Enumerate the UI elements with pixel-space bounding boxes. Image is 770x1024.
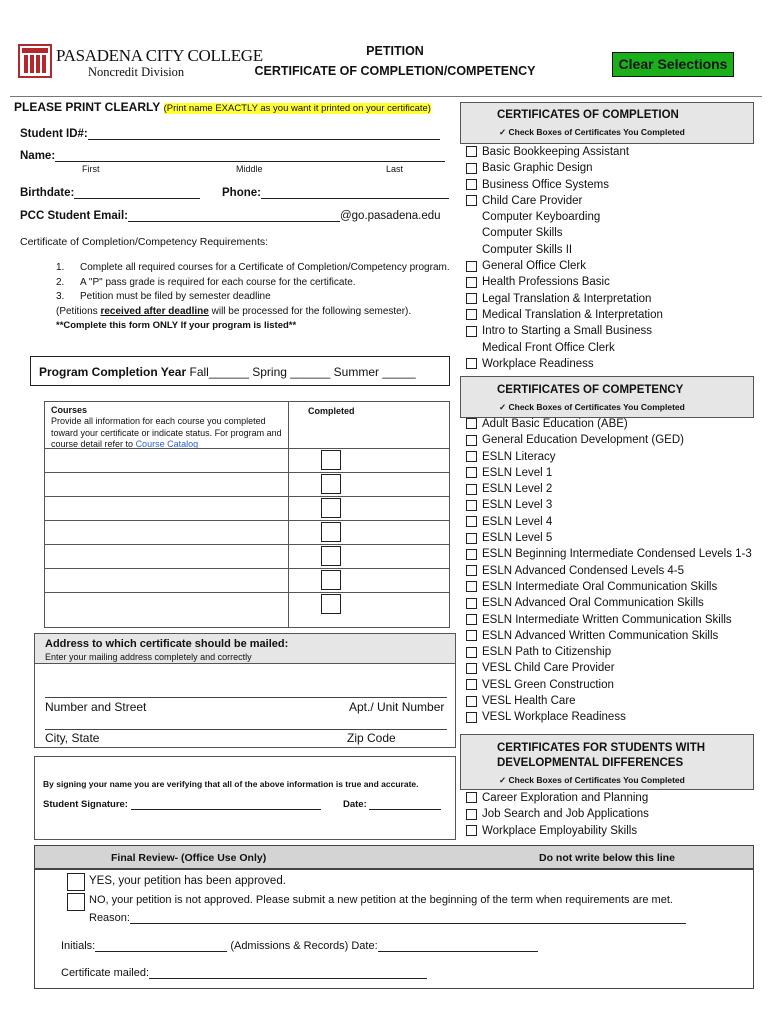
completion-section	[460, 102, 754, 374]
certificate-checkbox[interactable]	[466, 533, 477, 544]
certificate-item[interactable]	[466, 225, 663, 241]
courses-table	[44, 401, 450, 628]
mailed-label: Certificate mailed:	[61, 967, 150, 979]
clear-selections-button[interactable]: Clear Selections	[612, 52, 734, 77]
certificate-item[interactable]	[466, 563, 752, 579]
certificate-label: Job Search and Job Applications	[482, 808, 649, 821]
certificate-label: ESLN Path to Citizenship	[482, 646, 612, 659]
print-clearly-note: (Print name EXACTLY as you want it printed on your certificate)	[163, 103, 431, 114]
city-line[interactable]	[45, 729, 447, 730]
competency-title: CERTIFICATES OF COMPETENCY	[497, 384, 684, 396]
apt-label: Apt./ Unit Number	[349, 700, 445, 714]
certificate-checkbox[interactable]	[466, 261, 477, 272]
phone-label: Phone:	[222, 187, 261, 199]
reason-label: Reason:	[89, 912, 130, 924]
certificate-label: Intro to Starting a Small Business	[482, 325, 653, 338]
certificate-label: Basic Graphic Design	[482, 162, 593, 175]
certificate-item[interactable]	[466, 177, 663, 193]
certificate-item[interactable]	[466, 449, 752, 465]
completion-year-box	[30, 356, 450, 386]
certificate-label: VESL Workplace Readiness	[482, 711, 626, 724]
signature-field[interactable]	[43, 799, 321, 810]
certificate-checkbox[interactable]	[466, 500, 477, 511]
certificate-item[interactable]	[466, 546, 752, 562]
date-label: Date:	[343, 799, 367, 810]
address-note: Enter your mailing address completely and correctly	[45, 652, 252, 662]
office-use-box	[34, 869, 754, 989]
page-title: PETITION	[366, 44, 424, 58]
courses-instructions: Provide all information for each course you completed toward your certificate or indicate status. For program and course detail refer to Course Catalog	[51, 416, 282, 449]
certificate-item[interactable]	[466, 514, 752, 530]
requirement-item: 3. Petition must be filed by semester deadline	[56, 291, 271, 302]
year-fall-field[interactable]: Fall______	[189, 365, 249, 379]
certificate-item[interactable]	[466, 291, 663, 307]
requirement-item: 2. A "P" pass grade is required for each course for the certificate.	[56, 276, 356, 288]
certificate-label: Computer Skills	[482, 227, 563, 240]
certificate-item[interactable]	[466, 481, 752, 497]
name-label: Name:	[20, 150, 56, 162]
competency-section	[460, 376, 754, 724]
certificate-item[interactable]	[466, 432, 752, 448]
certificate-item[interactable]	[466, 209, 663, 225]
course-completed-checkbox[interactable]	[321, 522, 341, 542]
certificate-label: Adult Basic Education (ABE)	[482, 418, 628, 430]
course-name-input[interactable]	[47, 569, 285, 591]
certificate-checkbox[interactable]	[466, 484, 477, 495]
name-middle-caption: Middle	[236, 164, 263, 174]
certificate-item[interactable]	[466, 242, 663, 258]
certificate-item[interactable]	[466, 274, 663, 290]
signature-box	[34, 756, 456, 840]
course-name-input[interactable]	[47, 593, 285, 615]
certificate-label: ESLN Level 4	[482, 515, 553, 528]
certificate-checkbox[interactable]	[466, 825, 477, 836]
certificate-item[interactable]	[466, 356, 663, 372]
certificate-item[interactable]	[466, 612, 752, 628]
certificate-checkbox	[466, 212, 477, 223]
address-box	[34, 633, 456, 748]
requirements-list	[56, 261, 456, 334]
certificate-label: Computer Skills II	[482, 243, 573, 256]
certificate-item[interactable]	[466, 307, 663, 323]
certificate-item[interactable]	[466, 416, 752, 432]
certificate-checkbox[interactable]	[466, 581, 477, 592]
certificate-label: Workplace Employability Skills	[482, 824, 638, 837]
certificate-label: ESLN Advanced Oral Communication Skills	[482, 597, 704, 610]
birthdate-label: Birthdate:	[20, 187, 75, 199]
certificate-item[interactable]	[466, 193, 663, 209]
certificate-item[interactable]	[466, 465, 752, 481]
certificate-label: Child Care Provider	[482, 194, 583, 207]
course-completed-checkbox[interactable]	[321, 570, 341, 590]
deadline-note: (Petitions received after deadline will be processed for the following semester).	[56, 305, 412, 317]
course-completed-checkbox[interactable]	[321, 474, 341, 494]
course-name-input[interactable]	[47, 449, 285, 471]
certificate-checkbox[interactable]	[466, 630, 477, 641]
certificate-item[interactable]	[466, 579, 752, 595]
certificate-checkbox[interactable]	[466, 418, 477, 429]
email-domain: @go.pasadena.edu	[339, 210, 441, 222]
certificate-item[interactable]	[466, 160, 663, 176]
certificate-checkbox[interactable]	[466, 358, 477, 369]
address-header	[35, 634, 455, 664]
course-name-input[interactable]	[47, 473, 285, 495]
certificate-label: ESLN Intermediate Oral Communication Skills	[482, 580, 718, 593]
course-completed-checkbox[interactable]	[321, 546, 341, 566]
course-completed-checkbox[interactable]	[321, 498, 341, 518]
course-completed-checkbox[interactable]	[321, 450, 341, 470]
certificate-item[interactable]	[466, 677, 752, 693]
certificate-item[interactable]	[466, 806, 649, 822]
certificate-checkbox[interactable]	[466, 696, 477, 707]
certificate-checkbox[interactable]	[466, 565, 477, 576]
date-field[interactable]	[343, 799, 441, 810]
certificate-checkbox[interactable]	[466, 614, 477, 625]
certificate-label: ESLN Intermediate Written Communication Skills	[482, 613, 732, 626]
certificate-item[interactable]	[466, 709, 752, 725]
certificate-label: ESLN Advanced Written Communication Skills	[482, 629, 719, 642]
zip-label: Zip Code	[347, 731, 396, 745]
certificate-checkbox[interactable]	[466, 516, 477, 527]
final-review-bar	[34, 845, 754, 869]
completed-header: Completed	[308, 406, 355, 416]
certificate-item[interactable]	[466, 497, 752, 513]
certificate-label: ESLN Level 5	[482, 532, 553, 545]
certificate-label: ESLN Level 1	[482, 466, 553, 479]
certificate-checkbox[interactable]	[466, 277, 477, 288]
courses-header: Courses	[51, 405, 88, 415]
not-approved-checkbox[interactable]	[67, 893, 85, 911]
email-label: PCC Student Email:	[20, 210, 128, 222]
city-label: City, State	[45, 731, 100, 745]
certificate-checkbox	[466, 342, 477, 353]
certificate-item[interactable]	[466, 595, 752, 611]
certificate-checkbox[interactable]	[466, 679, 477, 690]
certificate-checkbox	[466, 244, 477, 255]
certificate-checkbox[interactable]	[466, 549, 477, 560]
sign-note: By signing your name you are verifying that all of the above information is true and accurate.	[43, 779, 419, 789]
certificate-checkbox[interactable]	[466, 326, 477, 337]
completion-header	[460, 102, 754, 144]
header-divider	[10, 96, 762, 97]
certificate-label: Business Office Systems	[482, 178, 609, 191]
initials-label: Initials:	[61, 940, 96, 952]
logo-division: Noncredit Division	[88, 65, 185, 79]
certificate-checkbox[interactable]	[466, 146, 477, 157]
certificate-label: VESL Health Care	[482, 695, 576, 708]
year-summer-field[interactable]: Summer _____	[333, 365, 416, 379]
certificate-checkbox[interactable]	[466, 435, 477, 446]
email-field[interactable]	[20, 210, 441, 222]
certificate-checkbox[interactable]	[466, 792, 477, 803]
competency-header	[460, 376, 754, 418]
logo-name: PASADENA CITY COLLEGE	[56, 46, 263, 65]
requirements-title: Certificate of Completion/Competency Requirements:	[20, 236, 269, 248]
certificate-checkbox[interactable]	[466, 647, 477, 658]
name-first-caption: First	[82, 164, 100, 174]
name-field[interactable]	[20, 150, 445, 162]
certificate-checkbox	[466, 228, 477, 239]
certificate-label: Medical Translation & Interpretation	[482, 308, 663, 321]
certificate-checkbox[interactable]	[466, 598, 477, 609]
certificate-item[interactable]	[466, 823, 649, 839]
developmental-header	[460, 734, 754, 790]
certificate-label: Computer Keyboarding	[482, 211, 601, 224]
completion-check-note: ✓ Check Boxes of Certificates You Completed	[499, 127, 685, 137]
certificate-label: General Office Clerk	[482, 260, 586, 273]
course-catalog-link[interactable]: Course Catalog	[135, 439, 199, 449]
completed-column-divider	[288, 402, 289, 627]
page-subtitle: CERTIFICATE OF COMPLETION/COMPETENCY	[254, 64, 536, 78]
developmental-title: CERTIFICATES FOR STUDENTS WITH DEVELOPMENTAL DIFFERENCES	[497, 742, 706, 769]
certificate-label: ESLN Advanced Condensed Levels 4-5	[482, 564, 685, 577]
address-title: Address to which certificate should be mailed:	[45, 638, 289, 650]
final-review-title: Final Review- (Office Use Only)	[111, 852, 267, 864]
certificate-label: General Education Development (GED)	[482, 434, 684, 447]
certificate-checkbox[interactable]	[466, 179, 477, 190]
competency-check-note: ✓ Check Boxes of Certificates You Completed	[499, 402, 685, 412]
certificate-item[interactable]	[466, 628, 752, 644]
course-name-input[interactable]	[47, 521, 285, 543]
certificate-checkbox[interactable]	[466, 467, 477, 478]
certificate-checkbox[interactable]	[466, 293, 477, 304]
mailed-field[interactable]	[61, 967, 427, 979]
certificate-label: ESLN Level 2	[482, 483, 553, 496]
student-id-field[interactable]	[20, 128, 440, 140]
certificate-label: Career Exploration and Planning	[482, 792, 649, 804]
certificate-checkbox[interactable]	[466, 309, 477, 320]
street-label: Number and Street	[45, 700, 147, 714]
certificate-checkbox[interactable]	[466, 663, 477, 674]
certificate-item[interactable]	[466, 323, 663, 339]
certificate-item[interactable]	[466, 258, 663, 274]
approved-checkbox[interactable]	[67, 873, 85, 891]
certificate-label: VESL Child Care Provider	[482, 662, 615, 675]
completion-year-label: Program Completion Year	[39, 365, 187, 379]
certificate-label: Health Professions Basic	[482, 276, 610, 289]
print-clearly	[14, 100, 431, 114]
complete-note: **Complete this form ONLY If your program is listed**	[56, 320, 297, 331]
certificate-label: ESLN Literacy	[482, 450, 556, 463]
certificate-label: Legal Translation & Interpretation	[482, 292, 652, 305]
requirement-item: 1. Complete all required courses for a Certificate of Completion/Competency program.	[56, 262, 450, 273]
admissions-date-label: (Admissions & Records) Date:	[230, 940, 378, 952]
initials-field[interactable]	[61, 940, 538, 952]
course-name-input[interactable]	[47, 545, 285, 567]
birthdate-field[interactable]	[20, 187, 200, 199]
certificate-item[interactable]	[466, 144, 663, 160]
certificate-item[interactable]	[466, 790, 649, 806]
certificate-item[interactable]	[466, 530, 752, 546]
certificate-label: Workplace Readiness	[482, 357, 594, 370]
developmental-check-note: ✓ Check Boxes of Certificates You Completed	[499, 775, 685, 785]
signature-label: Student Signature:	[43, 799, 128, 810]
phone-field[interactable]	[222, 187, 449, 199]
certificate-item[interactable]	[466, 693, 752, 709]
name-last-caption: Last	[386, 164, 404, 174]
certificate-label: Medical Front Office Clerk	[482, 341, 615, 354]
year-spring-field[interactable]: Spring ______	[252, 365, 331, 379]
certificate-checkbox[interactable]	[466, 195, 477, 206]
certificate-label: ESLN Beginning Intermediate Condensed Levels 1-3	[482, 548, 752, 561]
certificate-checkbox[interactable]	[466, 451, 477, 462]
student-id-label: Student ID#:	[20, 128, 88, 140]
certificate-label: Basic Bookkeeping Assistant	[482, 146, 630, 158]
certificate-label: ESLN Level 3	[482, 499, 553, 512]
reason-field[interactable]	[89, 912, 686, 924]
do-not-write-note: Do not write below this line	[539, 852, 675, 864]
developmental-section	[460, 734, 754, 842]
street-line[interactable]	[45, 697, 447, 698]
completion-title: CERTIFICATES OF COMPLETION	[497, 109, 679, 121]
print-clearly-heading: PLEASE PRINT CLEARLY	[14, 100, 161, 114]
not-approved-text: NO, your petition is not approved. Please submit a new petition at the beginning of the term when requirements are met.	[89, 894, 673, 906]
approved-text: YES, your petition has been approved.	[89, 875, 286, 887]
certificate-checkbox[interactable]	[466, 712, 477, 723]
certificate-checkbox[interactable]	[466, 163, 477, 174]
certificate-item[interactable]	[466, 340, 663, 356]
certificate-checkbox[interactable]	[466, 809, 477, 820]
course-completed-checkbox[interactable]	[321, 594, 341, 614]
certificate-item[interactable]	[466, 660, 752, 676]
course-name-input[interactable]	[47, 497, 285, 519]
certificate-label: VESL Green Construction	[482, 678, 614, 691]
certificate-item[interactable]	[466, 644, 752, 660]
